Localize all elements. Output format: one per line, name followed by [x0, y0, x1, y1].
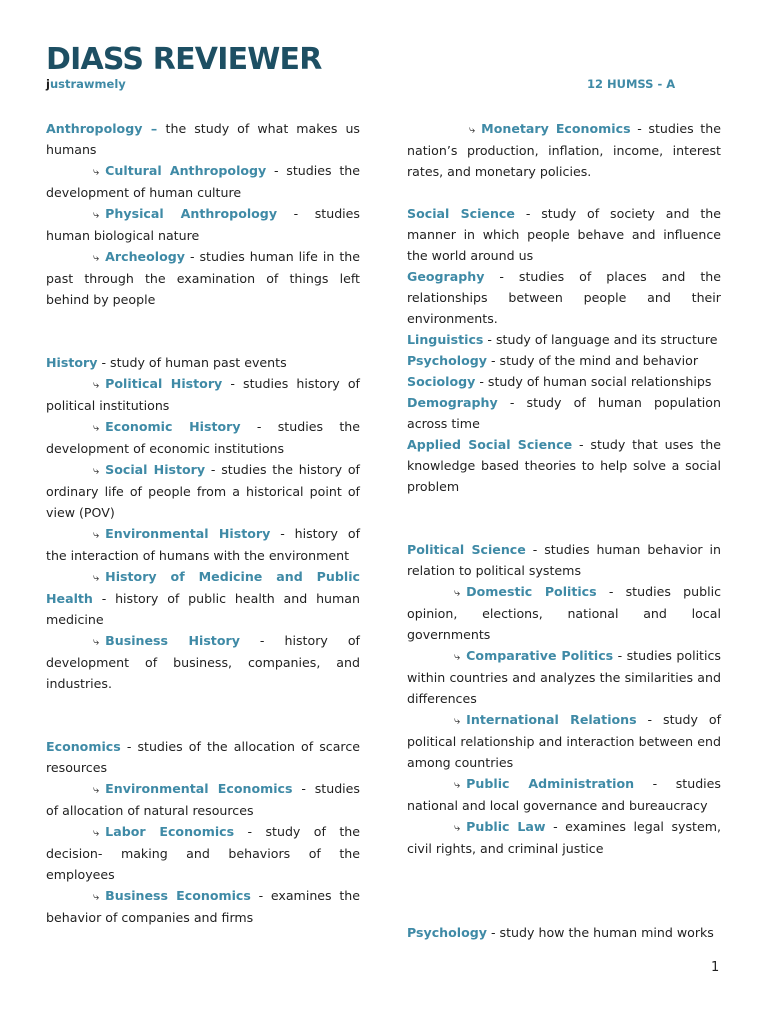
- definition: - studies the history of ordinary life of people from a historical point of view (POV): [46, 462, 360, 520]
- entry-business-economics: [46, 885, 360, 928]
- definition: - studies national and local governance and bureaucracy: [407, 776, 721, 813]
- definition: - studies the nation’s production, inflation, income, interest rates, and monetary policies.: [407, 121, 721, 179]
- term: Psychology: [407, 353, 487, 368]
- term: Sociology: [407, 374, 476, 389]
- entry-applied-social-science: [407, 434, 721, 497]
- term: Monetary Economics: [481, 121, 631, 136]
- entry-geography: [407, 266, 721, 329]
- left-column: [46, 118, 360, 928]
- term: History of Medicine and Public Health: [46, 569, 360, 606]
- subtopic-arrow-icon: ⤷: [93, 890, 100, 903]
- subtopic-arrow-icon: ⤷: [454, 714, 461, 727]
- term: Economic History: [105, 419, 241, 434]
- definition: - study of human population across time: [407, 395, 721, 431]
- term: Anthropology: [46, 121, 143, 136]
- subtopic-arrow-icon: ⤷: [93, 783, 100, 796]
- subtopic-arrow-icon: ⤷: [93, 421, 100, 434]
- term: Public Administration: [466, 776, 635, 791]
- subtopic-arrow-icon: ⤷: [93, 571, 100, 584]
- definition: - study how the human mind works: [487, 925, 714, 940]
- term: Social History: [105, 462, 206, 477]
- term: Environmental History: [105, 526, 271, 541]
- subtopic-arrow-icon: ⤷: [454, 821, 461, 834]
- entry-international-relations: [407, 709, 721, 773]
- term: Political History: [105, 376, 223, 391]
- term: Public Law: [466, 819, 546, 834]
- subtopic-arrow-icon: ⤷: [93, 251, 100, 264]
- page-title: DIASS REVIEWER: [46, 42, 322, 77]
- entry-psychology-mind: [407, 922, 721, 943]
- definition: - studies human life in the past through the examination of things left behind by people: [46, 249, 360, 307]
- entry-history: [46, 352, 360, 373]
- entry-economics: [46, 736, 360, 778]
- entry-labor-economics: [46, 821, 360, 885]
- definition: - study of society and the manner in which people behave and influence the world around us: [407, 206, 721, 263]
- subtopic-arrow-icon: ⤷: [93, 165, 100, 178]
- entry-psychology: [407, 350, 721, 371]
- term: Archeology: [105, 249, 185, 264]
- author-name: [46, 77, 126, 91]
- entry-monetary-economics: [407, 118, 721, 182]
- entry-business-history: [46, 630, 360, 694]
- entry-environmental-history: [46, 523, 360, 566]
- entry-anthropology: [46, 118, 360, 160]
- subtopic-arrow-icon: ⤷: [454, 650, 461, 663]
- term: International Relations: [466, 712, 637, 727]
- entry-social-science: [407, 203, 721, 266]
- entry-economic-history: [46, 416, 360, 459]
- definition: - study of human past events: [97, 355, 287, 370]
- entry-public-law: [407, 816, 721, 859]
- right-column: [407, 118, 721, 943]
- definition: - examines legal system, civil rights, and criminal justice: [407, 819, 721, 856]
- entry-domestic-politics: [407, 581, 721, 645]
- definition: - studies politics within countries and analyzes the similarities and differences: [407, 648, 721, 706]
- term: History: [46, 355, 98, 370]
- subtopic-arrow-icon: ⤷: [93, 635, 100, 648]
- class-section: 12 HUMSS - A: [587, 77, 676, 91]
- term: Cultural Anthropology: [105, 163, 267, 178]
- definition: - studies public opinion, elections, national and local governments: [407, 584, 721, 642]
- term: Social Science: [407, 206, 515, 221]
- definition: the study of what makes us humans: [46, 121, 360, 157]
- entry-social-history: [46, 459, 360, 523]
- subtopic-arrow-icon: ⤷: [454, 586, 461, 599]
- entry-environmental-economics: [46, 778, 360, 821]
- definition: - history of the interaction of humans with the environment: [46, 526, 361, 563]
- entry-history-of-medicine: [46, 566, 360, 630]
- definition: - studies of the allocation of scarce resources: [46, 739, 360, 775]
- subtopic-arrow-icon: ⤷: [93, 208, 100, 221]
- entry-demography: [407, 392, 721, 434]
- term: Business Economics: [105, 888, 251, 903]
- entry-linguistics: [407, 329, 721, 350]
- subtopic-arrow-icon: ⤷: [93, 826, 100, 839]
- entry-physical-anthropology: [46, 203, 360, 246]
- term: Physical Anthropology: [105, 206, 278, 221]
- term: Political Science: [407, 542, 526, 557]
- entry-political-history: [46, 373, 360, 416]
- term: Geography: [407, 269, 485, 284]
- definition: - studies the development of human culture: [46, 163, 360, 200]
- page-number: 1: [711, 960, 720, 975]
- subtopic-arrow-icon: ⤷: [93, 378, 100, 391]
- term: Environmental Economics: [105, 781, 293, 796]
- term: Applied Social Science: [407, 437, 573, 452]
- entry-public-administration: [407, 773, 721, 816]
- definition: - studies of places and the relationships between people and their environments.: [407, 269, 721, 326]
- term: Demography: [407, 395, 498, 410]
- definition: - studies the development of economic institutions: [46, 419, 360, 456]
- definition: - studies history of political institutions: [46, 376, 360, 413]
- definition: - studies human behavior in relation to political systems: [407, 542, 722, 578]
- entry-sociology: [407, 371, 721, 392]
- entry-archeology: [46, 246, 360, 310]
- definition: - examines the behavior of companies and firms: [46, 888, 360, 925]
- definition: - study that uses the knowledge based theories to help solve a social problem: [407, 437, 721, 494]
- definition: - history of public health and human medicine: [46, 591, 360, 627]
- subtopic-arrow-icon: ⤷: [469, 123, 476, 136]
- subtopic-arrow-icon: ⤷: [93, 528, 100, 541]
- entry-comparative-politics: [407, 645, 721, 709]
- term: Comparative Politics: [466, 648, 614, 663]
- definition: - study of the mind and behavior: [487, 353, 699, 368]
- author-initial: j: [46, 77, 50, 91]
- definition: - history of development of business, companies, and industries.: [46, 633, 360, 691]
- term: Labor Economics: [105, 824, 235, 839]
- term-separator: –: [142, 121, 166, 136]
- entry-cultural-anthropology: [46, 160, 360, 203]
- definition: - studies of allocation of natural resources: [46, 781, 360, 818]
- subtopic-arrow-icon: ⤷: [454, 778, 461, 791]
- term: Linguistics: [407, 332, 484, 347]
- definition: - study of language and its structure: [483, 332, 718, 347]
- entry-political-science: [407, 539, 721, 581]
- definition: - studies human biological nature: [46, 206, 360, 243]
- term: Domestic Politics: [466, 584, 597, 599]
- subtopic-arrow-icon: ⤷: [93, 464, 100, 477]
- definition: - study of the decision- making and behaviors of the employees: [46, 824, 361, 882]
- term: Economics: [46, 739, 121, 754]
- term: Business History: [105, 633, 240, 648]
- definition: - study of political relationship and interaction between end among countries: [407, 712, 722, 770]
- definition: - study of human social relationships: [475, 374, 712, 389]
- term: Psychology: [407, 925, 487, 940]
- author-rest: ustrawmely: [49, 77, 126, 91]
